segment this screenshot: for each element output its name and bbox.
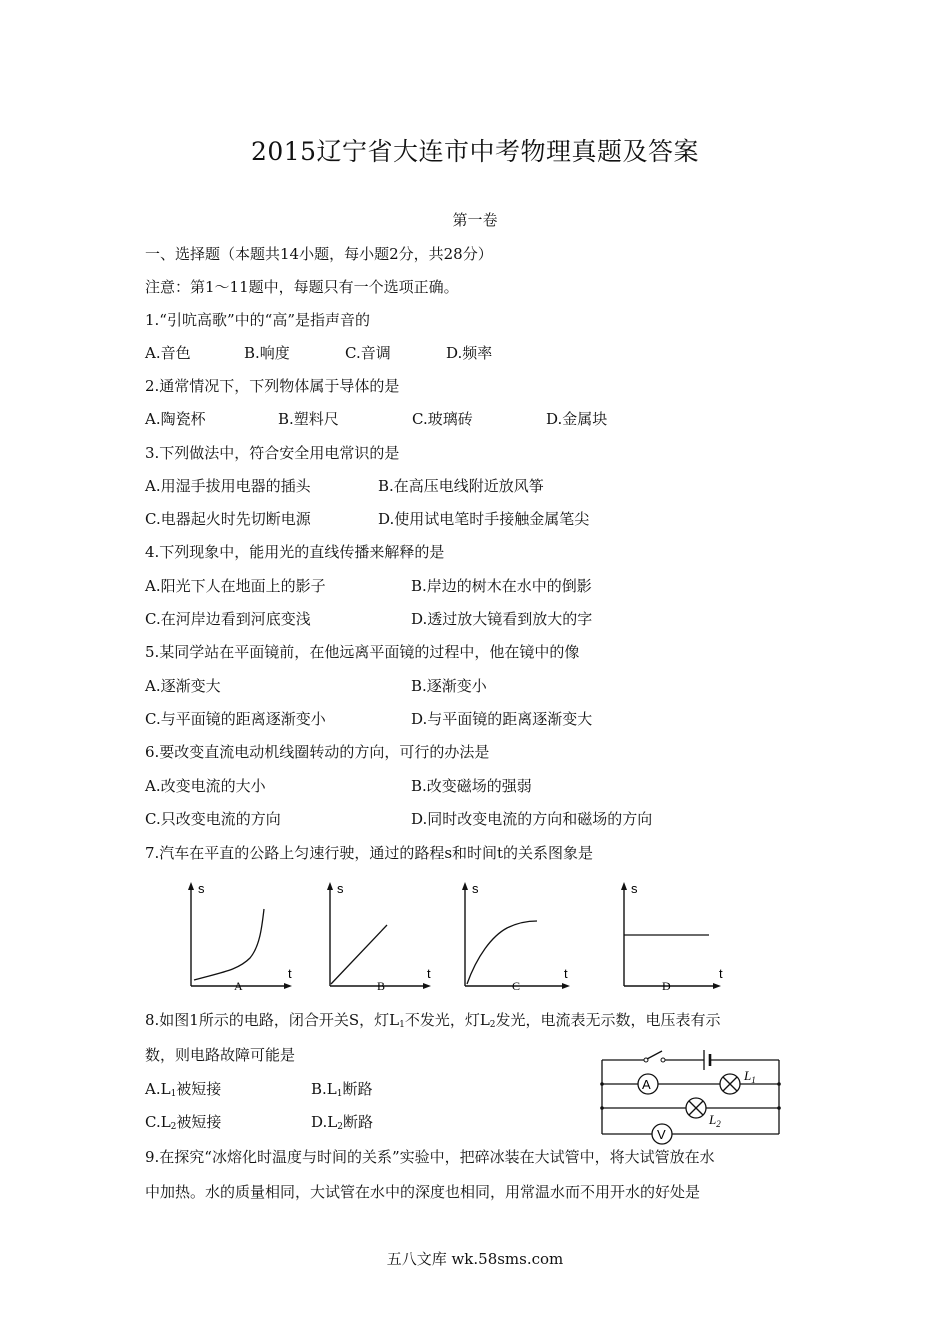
q1-option-c: C.音调 (345, 344, 391, 362)
graph-a (178, 876, 298, 996)
graph-a-x-label: t (288, 966, 292, 981)
question-5-stem: 5.某同学站在平面镜前，在他远离平面镜的过程中，他在镜中的像 (145, 643, 580, 661)
graph-c-y-label: s (472, 881, 479, 896)
graph-d-x-label: t (719, 966, 723, 981)
graph-a-y-label: s (198, 881, 205, 896)
graph-c (452, 876, 582, 996)
q5-option-d: D.与平面镜的距离逐渐变大 (411, 710, 593, 728)
q8-option-a: $A.L_1$被短接 (145, 1080, 222, 1099)
lamp2-label: $L_2$ (709, 1112, 721, 1129)
q2-option-a: A.陶瓷杯 (145, 410, 206, 428)
question-9-stem-line1: 9.在探究“冰熔化时温度与时间的关系”实验中，把碎冰装在大试管中，将大试管放在水 (145, 1148, 715, 1166)
q3-option-d: D.使用试电笔时手接触金属笔尖 (378, 510, 590, 528)
q3-option-a: A.用湿手拔用电器的插头 (145, 477, 311, 495)
graph-d (611, 876, 741, 996)
circuit-diagram (594, 1042, 794, 1161)
q5-option-a: A.逐渐变大 (145, 677, 221, 695)
footer-watermark: 五八文库 wk.58sms.com (386, 1250, 564, 1268)
q6-option-b: B.改变磁场的强弱 (411, 777, 532, 795)
q5-option-b: B.逐渐变小 (411, 677, 487, 695)
section-heading: 一、选择题（本题共14小题，每小题2分，共28分） (145, 245, 493, 263)
graph-b (317, 876, 437, 996)
graph-b-label: B (377, 979, 386, 993)
q2-option-c: C.玻璃砖 (412, 410, 473, 428)
q5-option-c: C.与平面镜的距离逐渐变小 (145, 710, 326, 728)
question-9-stem-line2: 中加热。水的质量相同，大试管在水中的深度也相同，用常温水而不用开水的好处是 (145, 1183, 701, 1201)
q6-option-c: C.只改变电流的方向 (145, 810, 281, 828)
q3-option-b: B.在高压电线附近放风筝 (378, 477, 544, 495)
question-8-stem-line1: 8.如图1所示的电路，闭合开关S，灯$L_1$不发光，灯$L_2$发光，电流表无示数，电压表有示 (145, 1011, 721, 1030)
ammeter-label: A (642, 1077, 651, 1092)
graph-c-x-label: t (564, 966, 568, 981)
q8-option-d: $D.L_2$断路 (311, 1113, 373, 1132)
q8-option-b: $B.L_1$断路 (311, 1080, 373, 1099)
q4-option-b: B.岸边的树木在水中的倒影 (411, 577, 592, 595)
question-7-stem: 7.汽车在平直的公路上匀速行驶，通过的路程s和时间t的关系图象是 (145, 844, 594, 862)
question-6-stem: 6.要改变直流电动机线圈转动的方向，可行的办法是 (145, 743, 490, 761)
q4-option-d: D.透过放大镜看到放大的字 (411, 610, 593, 628)
q3-option-c: C.电器起火时先切断电源 (145, 510, 311, 528)
q2-option-b: B.塑料尺 (278, 410, 339, 428)
section-note: 注意：第1～11题中，每题只有一个选项正确。 (145, 278, 459, 296)
voltmeter-label: V (657, 1127, 666, 1142)
question-2-stem: 2.通常情况下，下列物体属于导体的是 (145, 377, 400, 395)
graph-c-label: C (512, 979, 521, 993)
page-title: 2015辽宁省大连市中考物理真题及答案 (250, 137, 700, 166)
graph-d-label: D (662, 979, 671, 993)
q6-option-a: A.改变电流的大小 (145, 777, 266, 795)
q2-option-d: D.金属块 (546, 410, 608, 428)
lamp1-label: $L_1$ (744, 1068, 756, 1085)
graph-b-x-label: t (427, 966, 431, 981)
graph-a-label: A (234, 979, 243, 993)
question-1-stem: 1.“引吭高歌”中的“高”是指声音的 (145, 311, 370, 329)
volume-heading: 第一卷 (452, 211, 498, 229)
graph-d-y-label: s (631, 881, 638, 896)
q1-option-b: B.响度 (244, 344, 290, 362)
question-3-stem: 3.下列做法中，符合安全用电常识的是 (145, 444, 400, 462)
q4-option-a: A.阳光下人在地面上的影子 (145, 577, 326, 595)
q8-option-c: $C.L_2$被短接 (145, 1113, 222, 1132)
question-8-stem-line2: 数，则电路故障可能是 (145, 1046, 296, 1064)
graph-b-y-label: s (337, 881, 344, 896)
q1-option-a: A.音色 (145, 344, 191, 362)
q4-option-c: C.在河岸边看到河底变浅 (145, 610, 311, 628)
question-4-stem: 4.下列现象中，能用光的直线传播来解释的是 (145, 543, 445, 561)
q1-option-d: D.频率 (446, 344, 493, 362)
q6-option-d: D.同时改变电流的方向和磁场的方向 (411, 810, 653, 828)
